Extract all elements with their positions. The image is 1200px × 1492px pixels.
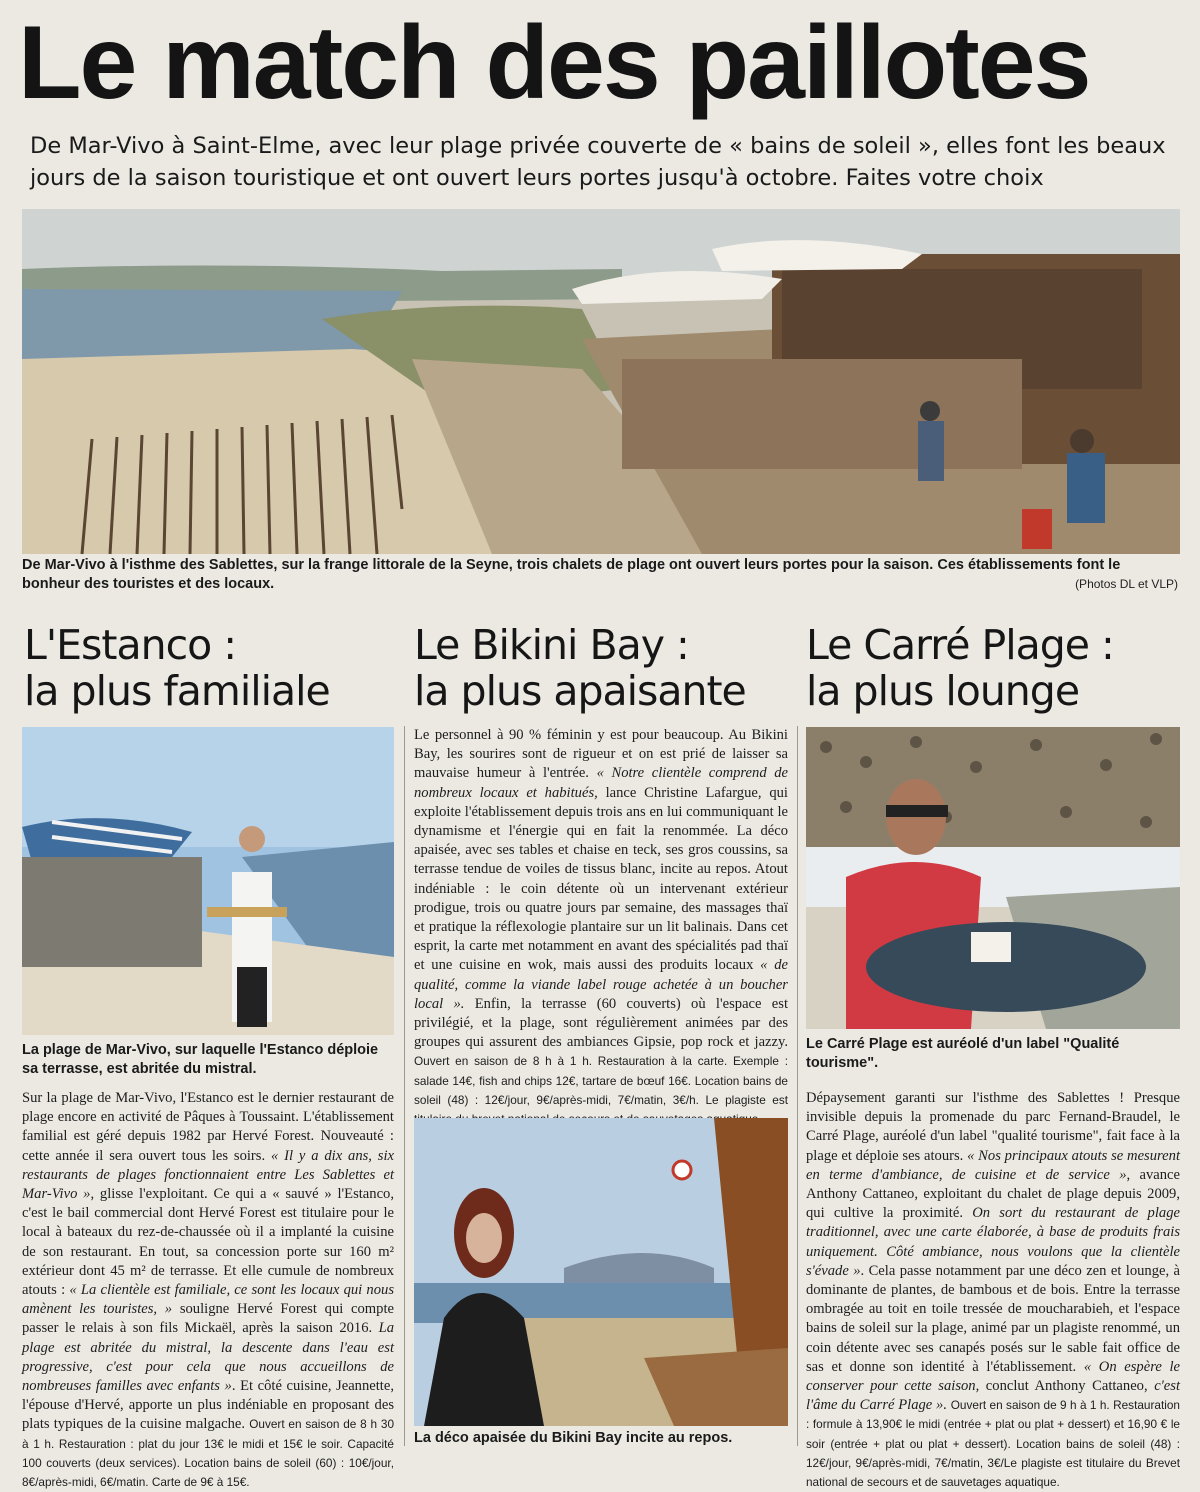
estanco-title-line1: L'Estanco : <box>24 621 237 669</box>
bikini-photo <box>414 1118 788 1426</box>
estanco-photo <box>22 727 394 1035</box>
estanco-photo-caption: La plage de Mar-Vivo, sur laquelle l'Estanco déploie sa terrasse, est abritée du mistral. <box>22 1042 379 1077</box>
quote: « La clientèle est familiale, ce sont les locaux qui nous amènent les touristes, » <box>22 1282 394 1318</box>
estanco-title-line2: la plus familiale <box>24 667 330 715</box>
body-run: Sur la plage de Mar-Vivo, l'Estanco est le dernier restaurant de plage encore en activité de Pâques à Toussaint. L'établissement familial est géré depuis 1982 par Hervé Forest. Nouveauté : cette année il sera ouvert tous les soirs. <box>22 1090 394 1164</box>
body-run: Dépaysement garanti sur l'isthme des Sablettes ! Presque invisible depuis la promenade du parc Fernand-Braudel, le Carré Plage, auréolé d'un label "qualité tourisme", fait face à la plage et déploie ses atours. <box>806 1090 1180 1164</box>
estanco-article-text <box>22 1089 395 1490</box>
body-run: , avance Anthony Cattaneo, exploitant du chalet de plage depuis 2009, qui cultive la proximité. <box>806 1166 1180 1222</box>
column-divider <box>404 726 405 1446</box>
bikini-photo-caption: La déco apaisée du Bikini Bay incite au repos. <box>414 1430 733 1446</box>
page-title: Le match des paillotes <box>18 5 1090 121</box>
quote: « Notre clientèle comprend de nombreux locaux et habitués, <box>414 765 788 801</box>
practical-info: Ouvert en saison de 8 h 30 à 1 h. Restauration : plat du jour 13€ le midi et 15€ le soir. Capacité 100 couverts (deux services). Location bains de soleil (60) : 10€/jour, 8€/après-midi, 6€/matin. Carte de 9€ à 15€. <box>22 1417 395 1490</box>
bikini-title-line1: Le Bikini Bay : <box>414 621 689 669</box>
practical-info: Ouvert en saison de 9 h à 1 h. Restauration : formule à 13,90€ le midi (entrée + plat ou plat + dessert) et 16,90 € le soir (entrée + plat ou plat + dessert). Location bains de soleil (48) : 12€/jour, 9€/après-midi, 7€/matin, 3€/Le plagiste est titulaire du Brevet national de secours et de sauvetages aquatique. <box>806 1398 1180 1490</box>
lead-paragraph: De Mar-Vivo à Saint-Elme, avec leur plage privée couverte de « bains de soleil », elles font les beaux jours de la saison touristique et ont ouvert leurs portes jusqu'à octobre. Faites votre choix <box>30 133 1166 191</box>
body-run: souligne Hervé Forest qui compte passer le relais à son fils Mickaël, après la saison 2016. <box>22 1301 394 1337</box>
quote: La plage est abritée du mistral, la descente dans l'eau est progressive, c'est pour cela que nous accueillons de nombreuses familles avec enfants » <box>22 1320 394 1395</box>
photo-credit: (Photos DL et VLP) <box>1075 577 1178 591</box>
main-photo-caption: De Mar-Vivo à l'isthme des Sablettes, sur la frange littorale de la Seyne, trois chalets de plage ont ouvert leurs portes pour la saison. Ces établissements font le bonheur des touristes et des locaux. <box>22 557 1121 592</box>
body-run: conclut Anthony Cattaneo, <box>979 1378 1155 1395</box>
body-run: Enfin, la terrasse (60 couverts) où l'espace est privilégié, et la plage, sont régulièrement animées par des groupes qui assurent des ambiances Gipsie, pop rock et jazzy. <box>414 995 789 1051</box>
quote: « Il y a dix ans, six restaurants de plages fonctionnaient entre Les Sablettes et Mar-Vivo » <box>22 1147 395 1203</box>
carre-photo-caption: Le Carré Plage est auréolé d'un label "Qualité tourisme". <box>806 1036 1120 1071</box>
quote: « de qualité, comme la viande label rouge achetée à un boucher local ». <box>414 957 788 1012</box>
practical-info: Ouvert en saison de 8 h à 1 h. Restauration à la carte. Exemple : salade 14€, fish and chips 12€, tartare de bœuf 16€. Location bains de soleil (48) : 12€/jour, 9€/après-midi, 7€/matin, 3€/h. Le plagiste est <box>414 1054 788 1107</box>
body-run: . Et côté cuisine, Jeannette, l'épouse d'Hervé, apporte un plus indéniable en proposant des plats typiques de la cuisine malgache. <box>22 1378 394 1433</box>
quote: « Nos principaux atouts se mesurent en terme d'ambiance, de cuisine et de service » <box>806 1147 1180 1183</box>
body-run: . Cela passe notamment par une déco zen et lounge, à dominante de plantes, de bambous et de bois. Entre la terrasse ombragée au toit en toile tressée de moucharabieh, et l'espace bains de soleil sur la plage, animé par un plagiste renommé, un coin détente avec ses canapés posés sur le sable fait office de sas et donne son identité à l'établissement. <box>806 1262 1181 1375</box>
quote: On sort du restaurant de plage traditionnel, avec une carte élaborée, à base de produits frais uniquement. Côté ambiance, nous voulons que la clientèle s'évade » <box>806 1205 1180 1279</box>
carre-photo <box>806 727 1180 1029</box>
main-photo <box>22 209 1180 554</box>
carre-title-line1: Le Carré Plage : <box>806 621 1114 669</box>
body-run: Le personnel à 90 % féminin y est pour beaucoup. Au Bikini Bay, les sourires sont de rigueur et on est prié de laisser sa mauvaise humeur à l'entrée. <box>414 727 788 782</box>
carre-article-text <box>806 1089 1181 1490</box>
body-run: , glisse l'exploitant. Ce qui a « sauvé » l'Estanco, c'est le bail commercial dont Hervé Forest est titulaire pour le local à bateaux du rez-de-chaussée où il a implanté la cuisine de son restaurant. En tout, sa concession porte sur 160 m² extérieur dont 45 m² de terrasse. Et elle cumule de nombreux atouts : <box>22 1186 394 1299</box>
bikini-title-line2: la plus apaisante <box>414 667 746 715</box>
body-run: lance Christine Lafargue, qui exploite l'établissement depuis trois ans en lui communiquant le dynamisme et l'énergie qui en fait la renommée. La déco apaisée, avec ses tables et chaise en teck, ses gros coussins, sa terrasse tendue de voiles de tissus blanc, incite au repos. Atout indéniable : le coin détente où un intervenant extérieur prodigue, trois ou quatre jours par semaine, des massages thaï et pratique la réflexologie plantaire sur un lit balinais. Dans cet esprit, la carte met notamment en avant des spécialités pad thaï et une cuisine en wok, mais aussi des produits locaux <box>414 784 788 974</box>
bikini-article-text <box>414 726 788 1111</box>
carre-title-line2: la plus lounge <box>806 667 1080 715</box>
quote: c'est l'âme du Carré Plage ». <box>806 1378 1180 1414</box>
column-divider <box>797 726 798 1446</box>
quote: « On espère le conserver pour cette saison, <box>806 1358 1180 1395</box>
